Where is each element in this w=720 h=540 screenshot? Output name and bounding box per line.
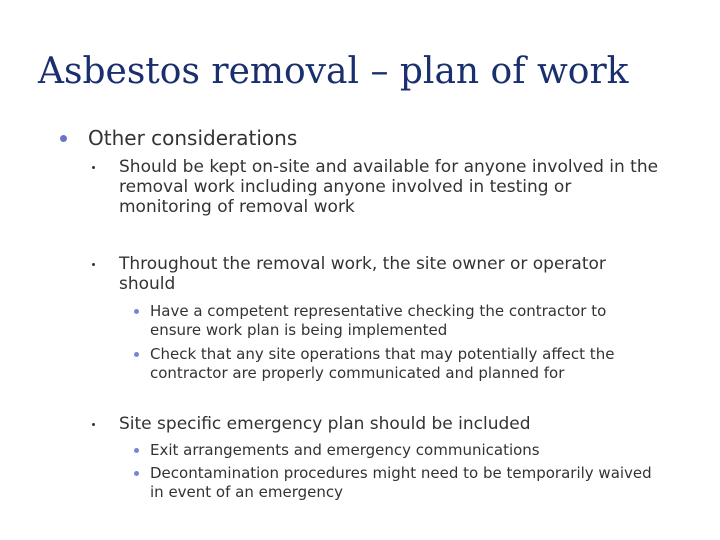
bullet-heading: Other considerations [60,124,297,152]
sub-bullet-point: Exit arrangements and emergency communications [133,441,653,460]
bullet-point: Site specific emergency plan should be included [92,414,662,434]
bullet-list [60,124,297,152]
bullet-point: Throughout the removal work, the site owner or operator should [92,254,662,294]
slide-title: Asbestos removal – plan of work [38,51,629,92]
sub-bullet-point: Have a competent representative checking the contractor to ensure work plan is being implemented [133,302,653,340]
sub-bullet-point: Check that any site operations that may potentially affect the contractor are properly communicated and planned for [133,345,653,383]
sub-bullet-point: Decontamination procedures might need to be temporarily waived in event of an emergency [133,464,653,502]
bullet-point: Should be kept on-site and available for anyone involved in the removal work including anyone involved in testing or monitoring of removal work [92,157,662,217]
